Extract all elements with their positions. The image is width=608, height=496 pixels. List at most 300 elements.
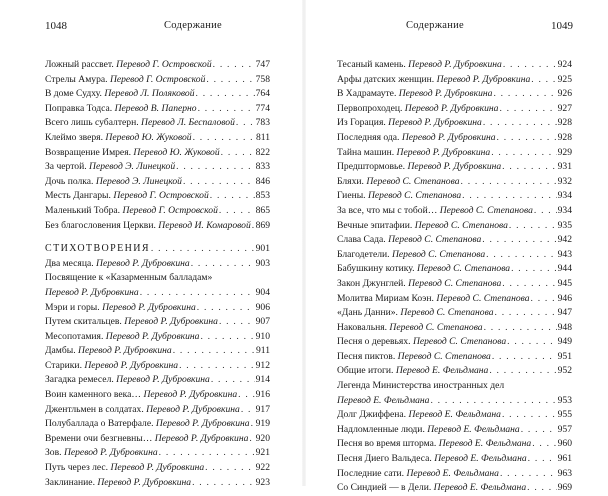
leader-dots bbox=[492, 350, 557, 365]
leader-dots bbox=[531, 73, 556, 88]
leader-dots bbox=[205, 461, 254, 476]
leader-dots bbox=[197, 301, 255, 316]
entry-translator: Перевод Р. Дубровкина bbox=[97, 476, 192, 488]
entry-translator: Перевод Г. Островской bbox=[122, 204, 218, 216]
leader-dots bbox=[251, 417, 255, 432]
entry-translator: Перевод Е. Фельдмана bbox=[434, 453, 527, 465]
entry-text bbox=[45, 446, 158, 461]
entry-text bbox=[45, 373, 210, 388]
entry-title: Полубаллада о Ватерфале. bbox=[45, 418, 154, 430]
entry-title: Надломленные люди. bbox=[337, 423, 425, 435]
toc-entry bbox=[337, 452, 572, 467]
page-ref: 914 bbox=[255, 374, 270, 386]
leader-dots bbox=[502, 277, 556, 292]
entry-text bbox=[45, 403, 240, 418]
entry-title: Песня Диего Вальдеса. bbox=[337, 453, 432, 465]
toc-entry bbox=[45, 102, 270, 117]
leader-dots bbox=[462, 189, 556, 204]
entry-text bbox=[45, 58, 212, 73]
toc-entry bbox=[337, 160, 572, 175]
entry-text bbox=[45, 330, 199, 345]
entry-title: Два месяца. bbox=[45, 257, 94, 269]
entry-title: Джентльмен в солдатах. bbox=[45, 403, 144, 415]
page-ref: 957 bbox=[557, 423, 572, 435]
entry-title: Воин каменного века… bbox=[45, 389, 142, 401]
toc-entry bbox=[45, 286, 270, 301]
entry-text bbox=[337, 321, 483, 336]
entry-title: Заклинание. bbox=[45, 476, 95, 488]
entry-translator: Перевод С. Степанова bbox=[412, 336, 507, 348]
entry-title: Поправка Тодса. bbox=[45, 102, 113, 114]
leader-dots bbox=[503, 58, 557, 73]
leader-dots bbox=[502, 408, 557, 423]
entry-title: Месть Дангары. bbox=[45, 190, 111, 202]
page-ref: 951 bbox=[557, 350, 572, 362]
entry-translator: Перевод И. Комаровой bbox=[158, 219, 251, 231]
entry-text bbox=[45, 359, 178, 374]
toc-entry bbox=[45, 359, 270, 374]
entry-title: Путем скитальцев. bbox=[45, 316, 122, 328]
entry-text bbox=[337, 116, 482, 131]
entry-title: Последние сати. bbox=[337, 467, 405, 479]
entry-translator: Перевод Г. Островской bbox=[113, 190, 209, 202]
page-ref: 928 bbox=[557, 131, 572, 143]
page-ref: 846 bbox=[255, 175, 270, 187]
entry-title: Наковальня. bbox=[337, 321, 388, 333]
entry-title: Первопроходец. bbox=[337, 102, 403, 114]
toc-entry bbox=[337, 87, 572, 102]
page-ref: 935 bbox=[557, 219, 572, 231]
page-ref: 865 bbox=[255, 204, 270, 216]
entry-title: За чертой. bbox=[45, 161, 87, 173]
entry-text bbox=[337, 233, 481, 248]
entry-translator: Перевод С. Степанова bbox=[391, 248, 486, 260]
toc-group bbox=[337, 58, 572, 379]
entry-translator: Перевод С. Степанова bbox=[366, 175, 460, 187]
entry-translator: Перевод Ю. Жуковой bbox=[133, 146, 220, 158]
toc-entry bbox=[45, 403, 270, 418]
leader-dots bbox=[495, 306, 557, 321]
page-ref: 934 bbox=[557, 204, 572, 216]
right-page bbox=[304, 0, 608, 494]
page-ref: 963 bbox=[557, 467, 572, 479]
spacer bbox=[45, 233, 270, 242]
entry-text bbox=[337, 262, 510, 277]
entry-title: Бабушкину котику. bbox=[337, 263, 415, 275]
leader-dots bbox=[241, 403, 255, 418]
leader-dots bbox=[527, 481, 556, 496]
toc-entry bbox=[45, 257, 270, 272]
entry-title: Последняя ода. bbox=[337, 131, 400, 143]
leader-dots bbox=[499, 102, 556, 117]
toc-entry bbox=[337, 467, 572, 482]
entry-translator: Перевод Р. Дубровкина bbox=[398, 88, 493, 100]
toc-entry bbox=[337, 394, 572, 409]
entry-text bbox=[45, 189, 209, 204]
entry-text bbox=[337, 131, 496, 146]
page-ref: 923 bbox=[255, 476, 270, 488]
toc-entry bbox=[337, 306, 572, 321]
entry-text bbox=[45, 160, 175, 175]
leader-dots bbox=[219, 204, 255, 219]
page-ref: 928 bbox=[557, 117, 572, 129]
leader-dots bbox=[249, 432, 254, 447]
entry-title: Закон Джунглей. bbox=[337, 277, 406, 289]
entry-title: Тесаный камень. bbox=[337, 59, 406, 70]
page-ref: 969 bbox=[557, 482, 572, 494]
entry-text bbox=[337, 73, 530, 88]
entry-title: Песня о деревьях. bbox=[337, 336, 411, 348]
leader-dots bbox=[521, 423, 557, 438]
leader-dots bbox=[159, 446, 255, 461]
page-ref: 869 bbox=[255, 219, 270, 231]
leader-dots bbox=[200, 330, 254, 345]
page-ref: 946 bbox=[557, 292, 572, 304]
page-ref: 947 bbox=[557, 307, 572, 319]
toc-entry bbox=[337, 248, 572, 263]
entry-translator: Перевод Р. Дубровкина bbox=[96, 257, 190, 269]
page-ref: 922 bbox=[255, 462, 270, 474]
page-ref: 960 bbox=[557, 438, 572, 450]
page-ref: 931 bbox=[557, 161, 572, 173]
toc-entry bbox=[45, 146, 270, 161]
page-ref: 929 bbox=[557, 146, 572, 158]
entry-title: Старики. bbox=[45, 359, 82, 371]
entry-text bbox=[337, 204, 533, 219]
leader-dots bbox=[484, 321, 557, 336]
entry-translator: Перевод Е. Фельдмана bbox=[427, 423, 520, 435]
entry-title: За все, что мы с тобой… bbox=[337, 204, 438, 216]
entry-translator: Перевод Э. Линецкой bbox=[95, 175, 182, 187]
leader-dots bbox=[491, 146, 556, 161]
entry-translator: Перевод Е. Фельдмана bbox=[395, 365, 489, 377]
entry-translator: Перевод С. Степанова bbox=[397, 350, 491, 362]
entry-title: Клеймо зверя. bbox=[45, 131, 103, 143]
page-ref: 917 bbox=[255, 403, 270, 415]
section-row bbox=[45, 242, 270, 257]
page-ref: 948 bbox=[557, 321, 572, 333]
entry-text bbox=[45, 73, 205, 88]
entry-text bbox=[45, 315, 218, 330]
leader-dots bbox=[198, 102, 255, 117]
entry-title: Молитва Мириам Коэн. bbox=[337, 292, 434, 304]
entry-text bbox=[337, 408, 501, 423]
entry-title: Со Синдией — в Дели. bbox=[337, 482, 432, 494]
page-ref: 920 bbox=[255, 432, 270, 444]
page-ref: 906 bbox=[255, 301, 270, 313]
toc-list bbox=[45, 58, 270, 490]
toc-group bbox=[45, 301, 270, 491]
entry-text bbox=[337, 175, 460, 190]
entry-translator: Перевод Р. Дубровкина bbox=[155, 418, 250, 430]
entry-title: Загадка ремесел. bbox=[45, 374, 114, 386]
entry-title: Песня во время шторма. bbox=[337, 438, 437, 450]
toc-entry bbox=[337, 233, 572, 248]
entry-text bbox=[337, 292, 530, 307]
toc-entry bbox=[337, 423, 572, 438]
toc-entry bbox=[337, 175, 572, 190]
entry-translator: Перевод Е. Фельдмана bbox=[438, 438, 532, 450]
entry-text bbox=[45, 219, 251, 234]
toc-entry bbox=[45, 432, 270, 447]
entry-text bbox=[337, 277, 501, 292]
leader-dots bbox=[509, 219, 557, 234]
page-ref: 919 bbox=[255, 418, 270, 430]
page-ref: 747 bbox=[255, 59, 270, 70]
page-ref: 764 bbox=[255, 88, 270, 100]
entry-title: Мэри и горы. bbox=[45, 301, 100, 313]
entry-text bbox=[337, 102, 498, 117]
toc-entry bbox=[45, 315, 270, 330]
entry-translator: Перевод Р. Дубровкина bbox=[63, 447, 158, 459]
entry-text bbox=[337, 335, 506, 350]
leader-dots bbox=[206, 73, 254, 88]
toc-entry bbox=[337, 116, 572, 131]
entry-text bbox=[337, 437, 531, 452]
entry-title: Маленький Тобра. bbox=[45, 204, 121, 216]
leader-dots bbox=[507, 335, 556, 350]
entry-translator: Перевод С. Степанова bbox=[367, 190, 462, 202]
entry-text bbox=[45, 131, 192, 146]
page-ref: 853 bbox=[255, 190, 270, 202]
leader-dots bbox=[196, 87, 255, 102]
leader-dots bbox=[502, 160, 556, 175]
leader-dots bbox=[430, 394, 556, 409]
page-ref: 961 bbox=[557, 453, 572, 465]
toc-entry bbox=[337, 350, 572, 365]
leader-dots bbox=[179, 359, 255, 374]
entry-title: Песня пиктов. bbox=[337, 350, 396, 362]
entry-translator: Перевод Р. Дубровкина bbox=[404, 102, 499, 114]
page-ref: 911 bbox=[255, 345, 270, 357]
entry-text bbox=[45, 204, 218, 219]
entry-title: Без благословения Церкви. bbox=[45, 219, 156, 231]
page-number: 1048 bbox=[45, 20, 67, 32]
toc-entry bbox=[45, 73, 270, 88]
toc-group bbox=[45, 58, 270, 233]
entry-translator: Перевод Р. Дубровкина bbox=[84, 359, 179, 371]
page-ref: 953 bbox=[557, 394, 572, 406]
page-ref: 932 bbox=[557, 175, 572, 187]
entry-text bbox=[337, 350, 491, 365]
entry-text bbox=[45, 432, 248, 447]
entry-text bbox=[45, 301, 196, 316]
leader-dots bbox=[191, 257, 255, 272]
entry-title: Из Горация. bbox=[337, 117, 386, 129]
entry-translator: Перевод Р. Дубровкина bbox=[105, 330, 200, 342]
entry-translator: Перевод С. Степанова bbox=[408, 277, 502, 289]
entry-title: Дамбы. bbox=[45, 345, 76, 357]
toc-entry bbox=[337, 189, 572, 204]
leader-dots bbox=[219, 315, 255, 330]
leader-dots bbox=[461, 175, 557, 190]
page-ref: 942 bbox=[557, 234, 572, 246]
entry-text bbox=[337, 87, 492, 102]
toc-entry bbox=[337, 131, 572, 146]
toc-entry bbox=[337, 58, 572, 73]
entry-text bbox=[337, 394, 429, 409]
toc-entry bbox=[45, 373, 270, 388]
entry-text bbox=[337, 452, 527, 467]
entry-text bbox=[337, 219, 508, 234]
page-ref: 833 bbox=[255, 161, 270, 173]
entry-translator: Перевод С. Степанова bbox=[388, 234, 482, 246]
entry-text bbox=[45, 344, 172, 359]
entry-text bbox=[337, 423, 520, 438]
entry-translator: Перевод С. Степанова bbox=[436, 292, 530, 304]
entry-translator: Перевод Г. Островской bbox=[116, 59, 212, 70]
toc-group bbox=[337, 408, 572, 496]
toc-entry bbox=[337, 102, 572, 117]
running-title: Содержание bbox=[406, 20, 465, 31]
entry-translator: Перевод Э. Линецкой bbox=[89, 161, 176, 173]
entry-translator: Перевод Е. Фельдмана bbox=[433, 482, 527, 494]
leader-dots bbox=[511, 262, 557, 277]
entry-translator: Перевод Р. Дубровкина bbox=[154, 432, 249, 444]
dedication-line: Посвящение к «Казарменным балладам» bbox=[45, 272, 213, 284]
leader-dots bbox=[500, 467, 557, 482]
entry-title: Гиены. bbox=[337, 190, 366, 202]
toc-entry bbox=[45, 189, 270, 204]
leader-dots bbox=[532, 437, 556, 452]
entry-text bbox=[45, 87, 195, 102]
entry-text bbox=[45, 388, 237, 403]
entry-translator: Перевод Л. Беспаловой bbox=[141, 117, 235, 129]
toc-entry bbox=[337, 481, 572, 496]
page-ref: 926 bbox=[557, 88, 572, 100]
entry-translator: Перевод Р. Дубровкина bbox=[78, 345, 172, 357]
leader-dots bbox=[183, 175, 255, 190]
entry-text bbox=[45, 102, 197, 117]
entry-translator: Перевод Л. Поляковой bbox=[104, 88, 195, 100]
entry-text bbox=[45, 286, 139, 301]
entry-text bbox=[45, 257, 190, 272]
page-number: 1049 bbox=[551, 20, 573, 32]
page-ref: 927 bbox=[557, 102, 572, 114]
entry-translator: Перевод Р. Дубровкина bbox=[124, 316, 218, 328]
entry-text bbox=[45, 175, 182, 190]
leader-dots bbox=[213, 58, 255, 73]
leader-dots bbox=[497, 131, 557, 146]
toc-entry bbox=[45, 116, 270, 131]
entry-title: Предштормовье. bbox=[337, 161, 406, 173]
entry-text bbox=[337, 58, 502, 73]
entry-title: Путь через лес. bbox=[45, 462, 109, 474]
toc-entry bbox=[45, 160, 270, 175]
page-ref: 907 bbox=[255, 316, 270, 328]
entry-text bbox=[337, 364, 488, 379]
toc-entry bbox=[45, 417, 270, 432]
leader-dots bbox=[252, 219, 255, 234]
entry-translator: Перевод С. Степанова bbox=[439, 204, 533, 216]
leader-dots bbox=[221, 146, 255, 161]
toc-entry bbox=[337, 364, 572, 379]
entry-title: Всего лишь субалтерн. bbox=[45, 117, 139, 129]
entry-translator: Перевод В. Паперно bbox=[114, 102, 197, 114]
running-title: Содержание bbox=[164, 20, 223, 31]
toc-entry bbox=[337, 292, 572, 307]
entry-title: Долг Джиффена. bbox=[337, 409, 407, 421]
toc-entry bbox=[337, 262, 572, 277]
leader-dots bbox=[531, 292, 557, 307]
leader-dots bbox=[486, 248, 556, 263]
page-ref: 822 bbox=[255, 146, 270, 158]
toc-list bbox=[337, 58, 572, 496]
entry-title: Ложный рассвет. bbox=[45, 59, 114, 70]
toc-entry bbox=[45, 131, 270, 146]
toc-entry bbox=[45, 344, 270, 359]
entry-translator: Перевод С. Степанова bbox=[414, 219, 508, 231]
page-ref: 901 bbox=[255, 243, 270, 255]
page-ref: 934 bbox=[557, 190, 572, 202]
entry-translator: Перевод Р. Дубровкина bbox=[388, 117, 482, 129]
entry-translator: Перевод Р. Дубровкина bbox=[436, 73, 531, 85]
entry-translator: Перевод Е. Фельдмана bbox=[406, 467, 499, 479]
entry-text bbox=[45, 417, 250, 432]
leader-dots bbox=[489, 364, 556, 379]
leader-dots bbox=[534, 204, 557, 219]
leader-dots bbox=[493, 87, 556, 102]
toc-entry bbox=[45, 87, 270, 102]
page-ref: 924 bbox=[557, 59, 572, 70]
entry-translator: Перевод С. Степанова bbox=[400, 307, 494, 319]
leader-dots bbox=[173, 344, 255, 359]
leader-dots bbox=[176, 160, 254, 175]
toc-entry bbox=[337, 73, 572, 88]
entry-title: Дочь полка. bbox=[45, 175, 94, 187]
leader-dots bbox=[140, 286, 255, 301]
entry-title: Благодетели. bbox=[337, 248, 390, 260]
entry-text bbox=[45, 116, 235, 131]
entry-text bbox=[45, 461, 204, 476]
toc-entry bbox=[45, 388, 270, 403]
page-ref: 912 bbox=[255, 359, 270, 371]
toc-entry bbox=[45, 219, 270, 234]
leader-dots bbox=[238, 388, 254, 403]
entry-text bbox=[45, 146, 220, 161]
entry-text bbox=[337, 248, 485, 263]
toc-entry bbox=[337, 437, 572, 452]
page-ref: 774 bbox=[255, 102, 270, 114]
entry-title: Бляхи. bbox=[337, 175, 364, 187]
entry-title: Возвращение Имрея. bbox=[45, 146, 132, 158]
toc-entry bbox=[337, 408, 572, 423]
toc-entry bbox=[45, 330, 270, 345]
leader-dots bbox=[236, 116, 255, 131]
toc-entry bbox=[337, 277, 572, 292]
entry-translator: Перевод Р. Дубровкина bbox=[407, 161, 502, 173]
page-ref: 943 bbox=[557, 248, 572, 260]
entry-title: «Дань Данни». bbox=[337, 307, 398, 319]
page-ref: 925 bbox=[557, 73, 572, 85]
toc-entry bbox=[337, 335, 572, 350]
page-ref: 949 bbox=[557, 336, 572, 348]
leader-dots bbox=[151, 242, 255, 257]
entry-title: Месопотамия. bbox=[45, 330, 104, 342]
toc-entry bbox=[45, 301, 270, 316]
entry-text bbox=[45, 476, 191, 491]
entry-translator: Перевод Г. Островской bbox=[109, 73, 206, 85]
toc-entry bbox=[337, 321, 572, 336]
toc-entry bbox=[45, 446, 270, 461]
entry-translator: Перевод Р. Дубровкина bbox=[116, 374, 210, 386]
entry-translator: Перевод Р. Дубровкина bbox=[110, 462, 205, 474]
entry-title: Слава Сада. bbox=[337, 234, 386, 246]
page-ref: 758 bbox=[255, 73, 270, 85]
toc-entry bbox=[337, 146, 572, 161]
entry-title: Общие итоги. bbox=[337, 365, 394, 377]
leader-dots bbox=[483, 116, 557, 131]
